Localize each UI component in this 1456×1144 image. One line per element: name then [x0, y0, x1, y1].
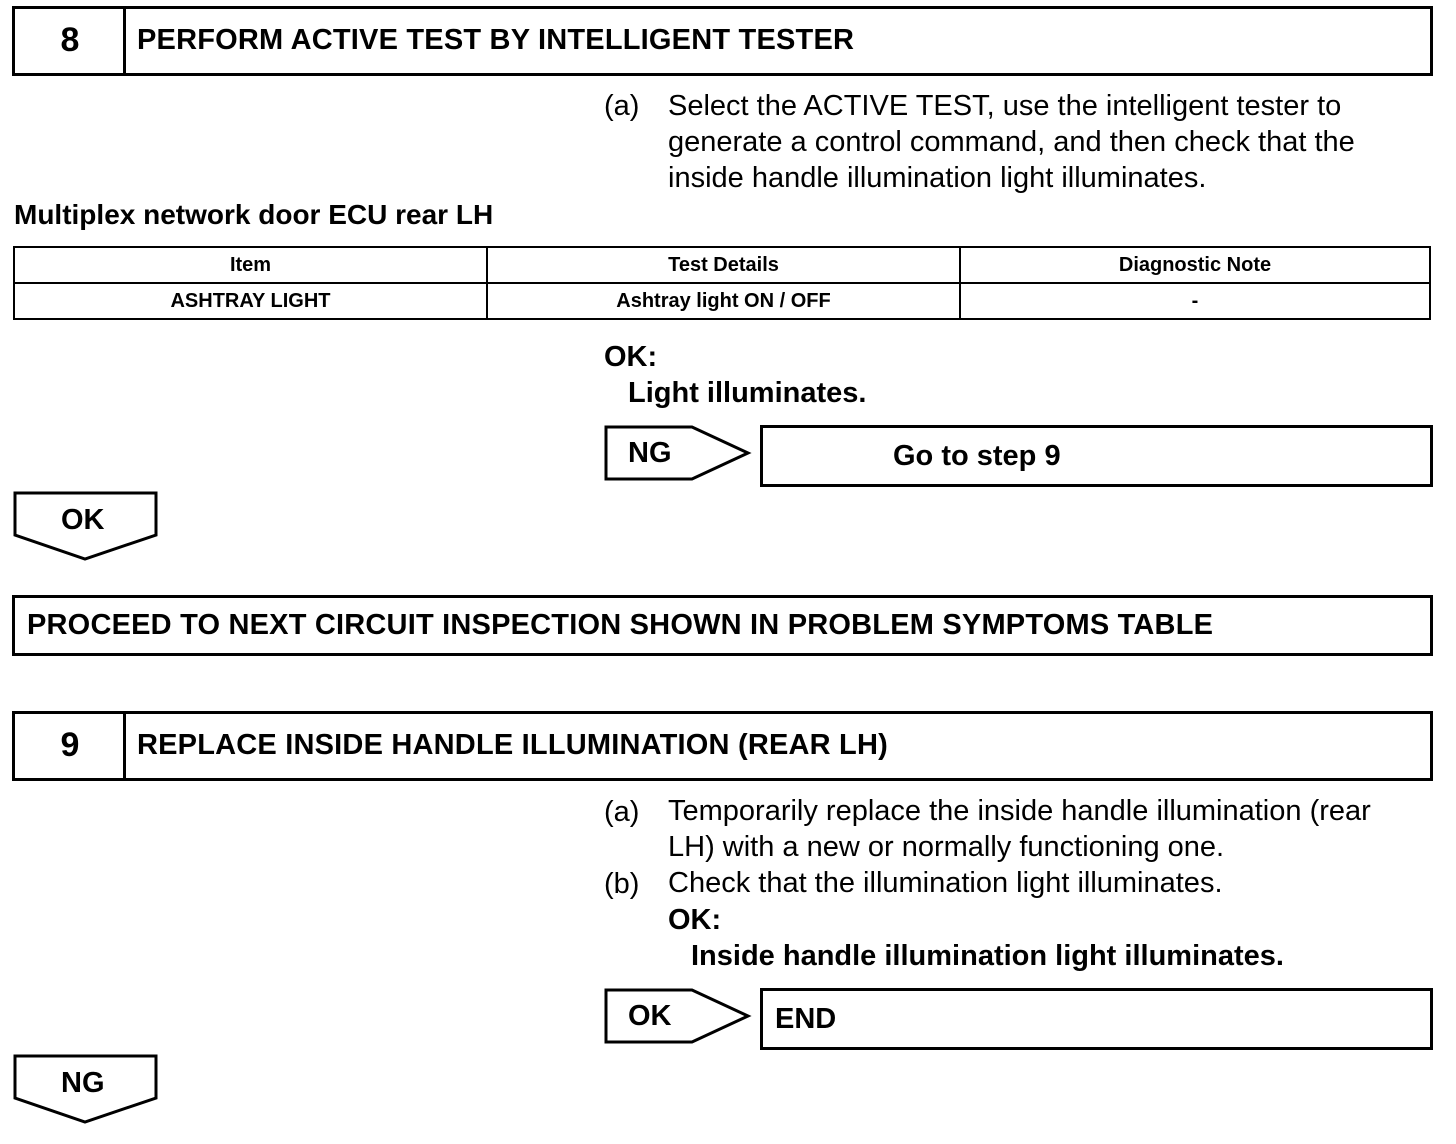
step-8-instruction-a-line2: generate a control command, and then check that the	[668, 126, 1355, 158]
step-8-ok-down-label: OK	[61, 504, 105, 536]
step-9-instruction-a-label: (a)	[604, 796, 640, 828]
step-8-ng-target: Go to step 9	[893, 440, 1061, 472]
step-9-instruction-b-line1: Check that the illumination light illuminates.	[668, 867, 1223, 899]
step-9-title: REPLACE INSIDE HANDLE ILLUMINATION (REAR LH)	[137, 729, 888, 761]
step-8-title: PERFORM ACTIVE TEST BY INTELLIGENT TESTER	[137, 24, 855, 56]
step-8-instruction-a-line1: Select the ACTIVE TEST, use the intelligent tester to	[668, 90, 1342, 122]
table-cell-test-details: Ashtray light ON / OFF	[487, 283, 960, 319]
step-8-ng-arrow-label: NG	[628, 437, 672, 469]
table-header-row	[14, 247, 1430, 283]
step-8-number: 8	[60, 21, 80, 59]
proceed-box	[12, 595, 1433, 656]
step-9-end-box	[760, 988, 1433, 1050]
step-9-ok-label: OK:	[668, 904, 722, 936]
step-9-ng-down-label: NG	[61, 1067, 105, 1099]
step-9-ok-text: Inside handle illumination light illuminates.	[691, 940, 1284, 972]
table-header-diagnostic-note: Diagnostic Note	[960, 247, 1430, 283]
step-9-header	[12, 711, 1433, 781]
step-8-header	[12, 6, 1433, 76]
step-8-ok-label: OK:	[604, 341, 658, 373]
step-8-ng-target-box	[760, 425, 1433, 487]
table-row	[14, 283, 1430, 319]
step-9-ok-arrow-label: OK	[628, 1000, 672, 1032]
active-test-table	[13, 246, 1431, 320]
step-8-instruction-a-line3: inside handle illumination light illuminates.	[668, 162, 1207, 194]
table-cell-item: ASHTRAY LIGHT	[14, 283, 487, 319]
step-8-instruction-a-label: (a)	[604, 90, 640, 122]
table-cell-diagnostic-note: -	[960, 283, 1430, 319]
step-9-number: 9	[60, 726, 80, 764]
proceed-text: PROCEED TO NEXT CIRCUIT INSPECTION SHOWN IN PROBLEM SYMPTOMS TABLE	[27, 609, 1214, 641]
step-9-ok-target: END	[775, 1003, 837, 1035]
table-header-item: Item	[14, 247, 487, 283]
step-8-divider	[123, 9, 126, 73]
step-8-ok-text: Light illuminates.	[628, 377, 867, 409]
step-9-divider	[123, 714, 126, 778]
ok-right-arrow-icon	[604, 988, 752, 1046]
step-8-instruction-a-text	[668, 88, 1355, 196]
table-title: Multiplex network door ECU rear LH	[14, 199, 494, 230]
step-9-instruction-b-label: (b)	[604, 868, 640, 900]
step-9-instruction-a-line1: Temporarily replace the inside handle illumination (rear	[668, 795, 1371, 827]
step-9-instruction-a-text	[668, 793, 1371, 865]
step-9-instruction-a-line2: LH) with a new or normally functioning one.	[668, 831, 1225, 863]
table-header-test-details: Test Details	[487, 247, 960, 283]
ng-right-arrow-icon	[604, 425, 752, 483]
